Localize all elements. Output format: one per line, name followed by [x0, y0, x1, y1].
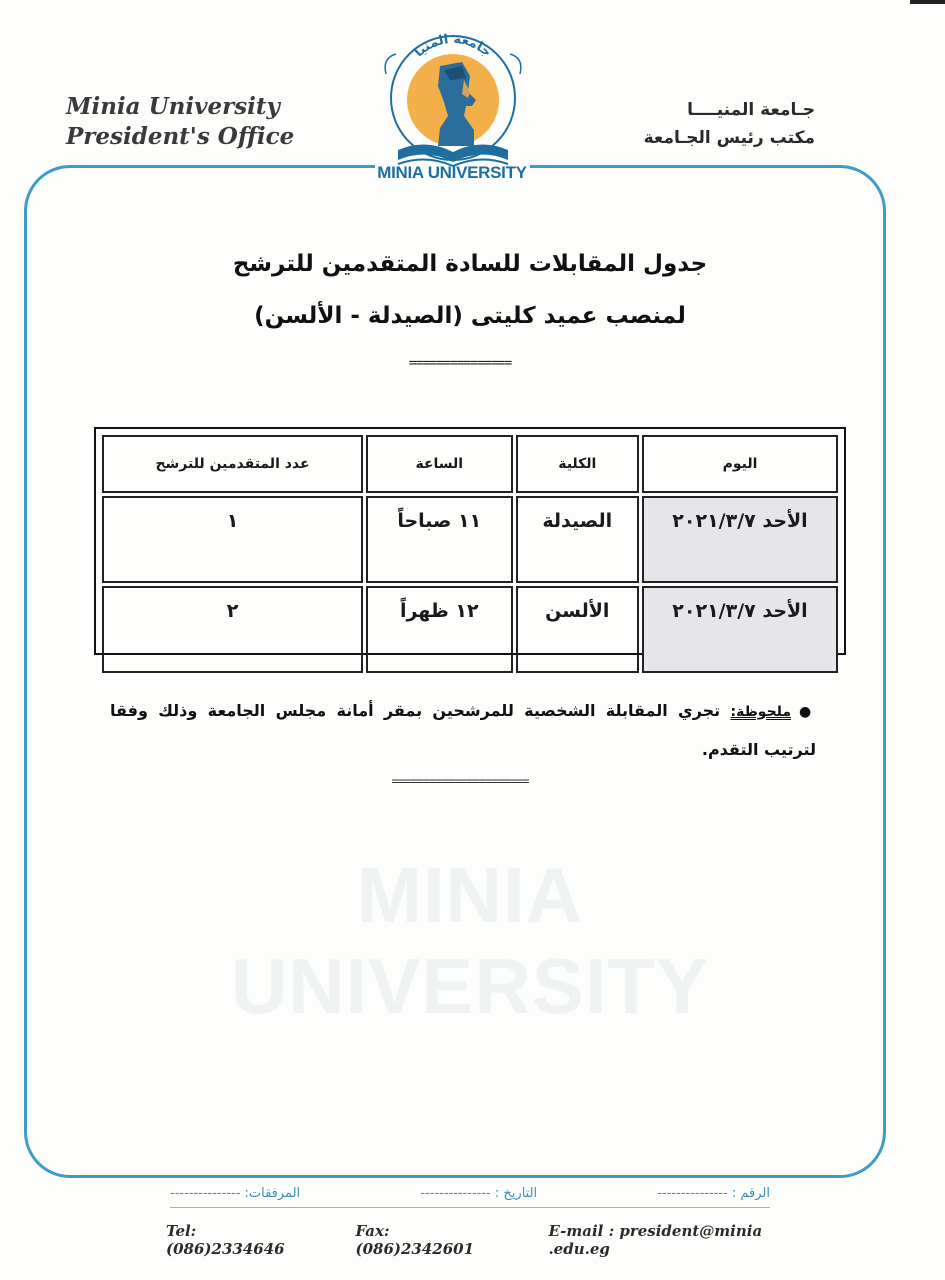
header-count: عدد المتقدمين للترشح [102, 435, 363, 493]
title-separator: =============== [408, 356, 512, 371]
scan-edge-mark [910, 0, 945, 4]
table-row [102, 496, 838, 583]
letterhead-office-en: President's Office [66, 123, 295, 150]
letterhead-university-en: Minia University [66, 93, 280, 120]
cell-day: الأحد ٢٠٢١/٣/٧ [642, 496, 838, 583]
telephone: Tel: (086)2334646 [166, 1222, 285, 1258]
date-field [420, 1186, 537, 1201]
cell-faculty: الألسن [516, 586, 639, 673]
header-faculty: الكلية [516, 435, 639, 493]
logo-university-name: MINIA UNIVERSITY [377, 163, 527, 182]
contact-info [166, 1222, 806, 1258]
cell-count: ٢ [102, 586, 363, 673]
email: E-mail : president@minia .edu.eg [548, 1222, 763, 1258]
attachments-label: المرفقات: [244, 1186, 301, 1201]
attachments-blank: --------------- [170, 1186, 241, 1201]
cell-count: ١ [102, 496, 363, 583]
cell-faculty: الصيدلة [516, 496, 639, 583]
attachments-field [170, 1186, 300, 1201]
note-text: تجري المقابلة الشخصية للمرشحين بمقر أمانة مجلس الجامعة وذلك وفقا لترتيب التقدم. [110, 701, 816, 759]
note-separator: ====================== [391, 774, 529, 788]
cell-time: ١١ صباحاً [366, 496, 513, 583]
logo-arc-text: جامعة المنيا [411, 31, 495, 61]
watermark: MINIA UNIVERSITY [230, 851, 710, 1030]
interview-schedule-table [94, 427, 846, 655]
letterhead-university-ar: جـامعة المنيــــا [687, 100, 815, 120]
cell-time: ١٢ ظهراً [366, 586, 513, 673]
letterhead-arabic [595, 96, 815, 152]
date-blank: --------------- [420, 1186, 491, 1201]
bullet-icon: ● [799, 704, 816, 720]
letterhead-english [66, 92, 296, 152]
document-title: جدول المقابلات للسادة المتقدمين للترشح [232, 251, 708, 277]
reference-fields [170, 1186, 770, 1201]
date-label: التاريخ : [494, 1186, 538, 1201]
ref-number-blank: --------------- [657, 1186, 728, 1201]
ref-number-field [657, 1186, 770, 1201]
table-row [102, 586, 838, 673]
cell-day: الأحد ٢٠٢١/٣/٧ [642, 586, 838, 673]
ref-number-label: الرقم : [731, 1186, 770, 1201]
note-label: ملحوظة: [730, 704, 792, 720]
header-day: اليوم [642, 435, 838, 493]
document-subtitle: لمنصب عميد كليتى (الصيدلة - الألسن) [254, 303, 686, 329]
fax: Fax: (086)2342601 [355, 1222, 475, 1258]
header-time: الساعة [366, 435, 513, 493]
note-paragraph [110, 692, 816, 769]
letterhead-office-ar: مكتب رئيس الجـامعة [643, 128, 815, 148]
footer-divider [170, 1207, 770, 1208]
table-header-row [102, 435, 838, 493]
